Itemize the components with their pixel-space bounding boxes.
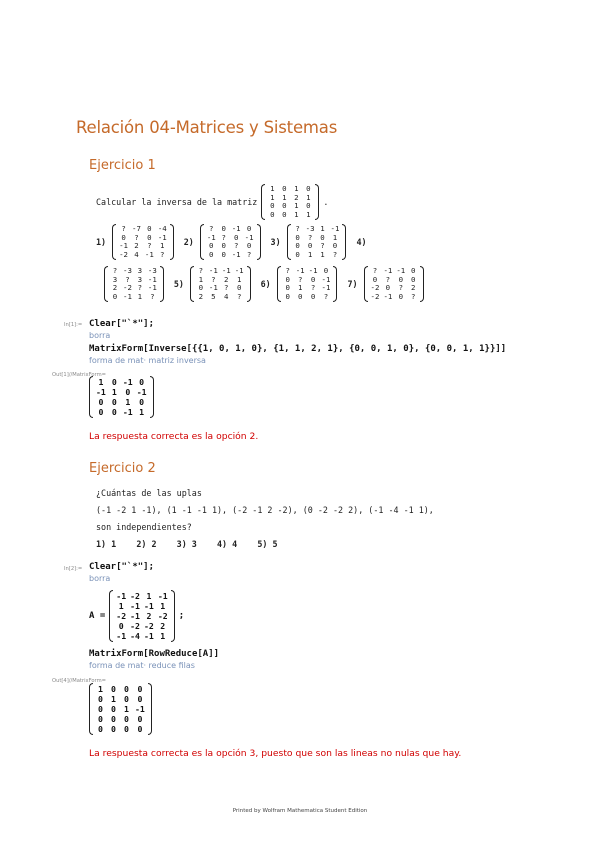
matrix-cell: ? bbox=[385, 274, 391, 284]
matrix-cell: -4 bbox=[157, 224, 167, 233]
matrix-cell: 1 bbox=[294, 209, 299, 219]
option-4-matrix bbox=[104, 266, 164, 302]
matrix-cell: -1 bbox=[383, 266, 393, 275]
matrix-cell: ? bbox=[160, 249, 165, 259]
matrix-cell: -1 bbox=[330, 224, 340, 233]
matrix-cell: -1 bbox=[144, 249, 154, 259]
ex2-code-rowreduce[interactable]: MatrixForm[RowReduce[A]] bbox=[89, 649, 220, 659]
matrix-cell: 0 bbox=[282, 184, 287, 193]
option-1-label: 1) bbox=[96, 237, 107, 248]
matrix-cell: -3 bbox=[305, 224, 315, 233]
matrix-cell: ? bbox=[310, 283, 316, 293]
matrix-cell: 0 bbox=[98, 397, 104, 407]
matrix-cell: 0 bbox=[310, 291, 316, 301]
matrix-cell: 0 bbox=[209, 249, 214, 259]
matrix-cell: 1 bbox=[118, 601, 124, 611]
matrix-cell: 0 bbox=[111, 377, 117, 387]
ex1-given-matrix bbox=[261, 184, 319, 220]
matrix-cell: -1 bbox=[308, 266, 318, 275]
matrix-cell: 0 bbox=[285, 274, 290, 284]
matrix-cell: ? bbox=[224, 283, 229, 293]
matrix-cell: 0 bbox=[98, 704, 103, 714]
matrix-cell: 0 bbox=[124, 684, 129, 694]
matrix-cell: -2 bbox=[370, 283, 380, 293]
matrix-grid bbox=[114, 591, 169, 641]
matrix-cell: 0 bbox=[295, 249, 300, 259]
ex2-in-label: In[2]:= bbox=[64, 566, 83, 572]
option-5-label: 5) bbox=[173, 279, 184, 290]
matrix-row bbox=[114, 601, 169, 611]
matrix-grid bbox=[205, 225, 256, 259]
matrix-left-bracket bbox=[190, 266, 194, 302]
ex1-hint-clear: borra bbox=[89, 331, 111, 340]
matrix-cell: -1 bbox=[231, 249, 241, 259]
matrix-grid bbox=[117, 225, 169, 259]
matrix-right-bracket bbox=[333, 266, 337, 302]
matrix-cell: 0 bbox=[221, 224, 226, 233]
matrix-cell: 0 bbox=[121, 232, 126, 242]
matrix-cell: 1 bbox=[332, 232, 338, 242]
matrix-left-bracket bbox=[364, 266, 368, 302]
matrix-cell: 0 bbox=[411, 266, 416, 275]
ex1-code-clear[interactable]: Clear["`*"]; bbox=[89, 319, 155, 329]
matrix-cell: 5 bbox=[211, 291, 216, 301]
matrix-cell: 1 bbox=[294, 201, 299, 211]
matrix-left-bracket bbox=[261, 184, 265, 220]
matrix-cell: ? bbox=[150, 291, 155, 301]
ex2-question-line1: ¿Cuántas de las uplas bbox=[96, 488, 202, 498]
matrix-row bbox=[94, 724, 147, 734]
matrix-row bbox=[114, 631, 169, 641]
matrix-cell: ? bbox=[125, 274, 130, 284]
matrix-cell: -2 bbox=[116, 611, 127, 621]
matrix-cell: -1 bbox=[119, 241, 128, 251]
matrix-cell: -2 bbox=[119, 249, 128, 259]
matrix-cell: 0 bbox=[124, 694, 129, 704]
matrix-cell: 0 bbox=[246, 241, 252, 251]
matrix-cell: 0 bbox=[295, 241, 300, 251]
matrix-row bbox=[292, 251, 342, 260]
ex1-answer: La respuesta correcta es la opción 2. bbox=[89, 431, 259, 442]
matrix-cell: 0 bbox=[137, 684, 143, 694]
matrix-cell: ? bbox=[332, 249, 338, 259]
matrix-cell: -1 bbox=[135, 704, 145, 714]
matrix-cell: ? bbox=[285, 266, 290, 275]
matrix-cell: 0 bbox=[306, 184, 311, 193]
matrix-cell: ? bbox=[211, 274, 216, 284]
matrix-cell: ? bbox=[147, 241, 152, 251]
matrix-right-bracket bbox=[150, 376, 154, 418]
matrix-cell: 0 bbox=[137, 694, 143, 704]
matrix-cell: 1 bbox=[236, 274, 242, 284]
matrix-cell: 1 bbox=[160, 241, 165, 251]
matrix-cell: ? bbox=[297, 274, 303, 284]
ex2-result-matrix bbox=[89, 683, 152, 735]
footer: Printed by Wolfram Mathematica Student Edition bbox=[232, 808, 368, 814]
matrix-cell: -1 bbox=[116, 631, 127, 641]
ex2-assign-end: ; bbox=[178, 611, 185, 621]
matrix-cell: 0 bbox=[307, 241, 313, 251]
matrix-cell: 0 bbox=[411, 274, 416, 284]
ex2-result bbox=[89, 683, 152, 739]
matrix-cell: 0 bbox=[310, 274, 316, 284]
matrix-cell: -7 bbox=[132, 224, 141, 233]
ex1-options-row1 bbox=[96, 224, 367, 260]
matrix-cell: 0 bbox=[209, 241, 214, 251]
matrix-cell: ? bbox=[198, 266, 204, 275]
ex1-hint-inverse: forma de mat· matriz inversa bbox=[89, 356, 206, 365]
ex2-matrix-A bbox=[109, 590, 174, 642]
matrix-cell: 0 bbox=[297, 291, 303, 301]
option-2-label: 2) bbox=[183, 237, 194, 248]
matrix-row bbox=[117, 251, 169, 260]
ex1-statement bbox=[96, 184, 328, 220]
matrix-cell: 0 bbox=[285, 283, 290, 293]
matrix-cell: 2 bbox=[160, 621, 166, 631]
matrix-cell: ? bbox=[121, 224, 126, 233]
matrix-cell: 0 bbox=[124, 724, 129, 734]
matrix-left-bracket bbox=[104, 266, 108, 302]
option-3-label: 3) bbox=[270, 237, 281, 248]
matrix-row bbox=[94, 397, 149, 407]
matrix-row bbox=[94, 714, 147, 724]
matrix-cell: -1 bbox=[96, 387, 106, 397]
matrix-cell: -1 bbox=[221, 266, 231, 275]
matrix-cell: 0 bbox=[137, 714, 143, 724]
matrix-cell: 0 bbox=[398, 274, 404, 284]
matrix-cell: -1 bbox=[234, 266, 244, 275]
matrix-cell: -3 bbox=[123, 266, 132, 275]
matrix-row bbox=[205, 251, 256, 260]
matrix-right-bracket bbox=[148, 683, 152, 735]
ex2-options: 1) 1 2) 2 3) 3 4) 4 5) 5 bbox=[96, 539, 278, 549]
matrix-cell: 0 bbox=[125, 387, 131, 397]
matrix-cell: 0 bbox=[198, 283, 204, 293]
matrix-row bbox=[94, 694, 147, 704]
matrix-cell: 0 bbox=[372, 274, 378, 284]
matrix-cell: ? bbox=[372, 266, 378, 275]
ex2-assign-label: A = bbox=[89, 611, 106, 621]
matrix-cell: ? bbox=[320, 241, 325, 251]
matrix-left-bracket bbox=[89, 683, 93, 735]
matrix-row bbox=[114, 611, 169, 621]
matrix-row bbox=[94, 407, 149, 417]
ex1-out-label: Out[1]//MatrixForm= bbox=[52, 372, 106, 378]
matrix-cell: 0 bbox=[111, 714, 116, 724]
option-3-matrix bbox=[287, 224, 347, 260]
matrix-cell: 0 bbox=[246, 224, 252, 233]
ex2-code-clear[interactable]: Clear["`*"]; bbox=[89, 562, 155, 572]
matrix-row bbox=[369, 293, 420, 302]
matrix-cell: 1 bbox=[306, 192, 311, 202]
matrix-cell: -1 bbox=[295, 266, 305, 275]
matrix-cell: ? bbox=[209, 224, 214, 233]
matrix-cell: 0 bbox=[270, 201, 275, 211]
matrix-cell: 4 bbox=[134, 249, 139, 259]
matrix-cell: ? bbox=[134, 232, 139, 242]
matrix-cell: ? bbox=[411, 291, 416, 301]
matrix-cell: -1 bbox=[157, 232, 167, 242]
matrix-cell: 0 bbox=[385, 283, 391, 293]
matrix-cell: 0 bbox=[139, 377, 145, 387]
matrix-cell: 0 bbox=[111, 407, 117, 417]
matrix-cell: 1 bbox=[198, 274, 204, 284]
matrix-cell: 1 bbox=[270, 184, 275, 193]
matrix-cell: ? bbox=[112, 266, 118, 275]
matrix-cell: -2 bbox=[370, 291, 380, 301]
matrix-cell: 0 bbox=[118, 621, 124, 631]
matrix-row bbox=[94, 377, 149, 387]
matrix-row bbox=[94, 704, 147, 714]
option-6-matrix bbox=[277, 266, 338, 302]
matrix-right-bracket bbox=[247, 266, 251, 302]
matrix-cell: 0 bbox=[221, 241, 226, 251]
matrix-cell: -1 bbox=[136, 387, 147, 397]
matrix-cell: 0 bbox=[270, 209, 275, 219]
matrix-cell: -1 bbox=[130, 611, 140, 621]
matrix-cell: ? bbox=[246, 249, 252, 259]
matrix-left-bracket bbox=[277, 266, 281, 302]
matrix-cell: 4 bbox=[224, 291, 229, 301]
ex1-options-row2 bbox=[104, 266, 424, 302]
matrix-cell: 1 bbox=[282, 192, 287, 202]
matrix-cell: 1 bbox=[320, 224, 325, 233]
matrix-cell: 0 bbox=[111, 724, 116, 734]
matrix-cell: 0 bbox=[236, 283, 242, 293]
matrix-right-bracket bbox=[420, 266, 424, 302]
matrix-cell: ? bbox=[221, 232, 226, 242]
matrix-cell: 1 bbox=[125, 397, 131, 407]
matrix-cell: 0 bbox=[112, 291, 118, 301]
matrix-cell: 1 bbox=[294, 184, 299, 193]
matrix-cell: 0 bbox=[98, 407, 104, 417]
matrix-cell: ? bbox=[236, 291, 242, 301]
matrix-cell: 1 bbox=[160, 601, 166, 611]
matrix-cell: 0 bbox=[147, 232, 152, 242]
matrix-left-bracket bbox=[109, 590, 113, 642]
matrix-row bbox=[114, 591, 169, 601]
matrix-cell: 1 bbox=[98, 684, 103, 694]
matrix-cell: 1 bbox=[270, 192, 275, 202]
matrix-cell: 0 bbox=[306, 201, 311, 211]
matrix-left-bracket bbox=[200, 224, 204, 260]
matrix-cell: -2 bbox=[123, 283, 132, 293]
matrix-cell: -1 bbox=[383, 291, 393, 301]
matrix-cell: -1 bbox=[321, 274, 331, 284]
matrix-row bbox=[114, 621, 169, 631]
matrix-cell: 1 bbox=[307, 249, 313, 259]
matrix-cell: 2 bbox=[411, 283, 416, 293]
matrix-cell: 0 bbox=[111, 704, 116, 714]
matrix-row bbox=[109, 293, 159, 302]
matrix-cell: ? bbox=[307, 232, 313, 242]
matrix-cell: 2 bbox=[134, 241, 139, 251]
matrix-cell: -1 bbox=[396, 266, 406, 275]
matrix-cell: 1 bbox=[297, 283, 303, 293]
matrix-cell: 1 bbox=[111, 694, 116, 704]
matrix-cell: 0 bbox=[111, 684, 116, 694]
matrix-cell: -3 bbox=[147, 266, 157, 275]
matrix-cell: ? bbox=[398, 283, 404, 293]
matrix-cell: ? bbox=[295, 224, 300, 233]
matrix-right-bracket bbox=[170, 224, 174, 260]
matrix-cell: -1 bbox=[208, 283, 218, 293]
matrix-grid bbox=[282, 267, 333, 301]
matrix-cell: 3 bbox=[137, 274, 143, 284]
matrix-cell: 1 bbox=[111, 387, 117, 397]
matrix-cell: -4 bbox=[130, 631, 140, 641]
matrix-cell: 0 bbox=[111, 397, 117, 407]
matrix-cell: 2 bbox=[198, 291, 204, 301]
matrix-right-bracket bbox=[342, 224, 346, 260]
matrix-cell: -1 bbox=[130, 601, 140, 611]
matrix-cell: 2 bbox=[146, 611, 152, 621]
matrix-cell: -1 bbox=[231, 224, 241, 233]
ex1-statement-end: . bbox=[323, 197, 329, 208]
matrix-row bbox=[195, 293, 246, 302]
matrix-cell: 0 bbox=[323, 266, 329, 275]
ex2-question-line2: (-1 -2 1 -1), (1 -1 -1 1), (-2 -1 2 -2), (0 -2 -2 2), (-1 -4 -1 1), bbox=[96, 505, 434, 515]
ex2-out-label: Out[4]//MatrixForm= bbox=[52, 678, 106, 684]
matrix-grid bbox=[94, 377, 149, 417]
matrix-cell: 0 bbox=[98, 714, 103, 724]
matrix-cell: 0 bbox=[295, 232, 300, 242]
matrix-cell: -2 bbox=[130, 621, 140, 631]
matrix-left-bracket bbox=[112, 224, 116, 260]
matrix-cell: 1 bbox=[320, 249, 325, 259]
matrix-cell: 1 bbox=[98, 377, 104, 387]
ex2-hint-clear: borra bbox=[89, 574, 111, 583]
matrix-cell: 0 bbox=[98, 694, 103, 704]
matrix-right-bracket bbox=[160, 266, 164, 302]
matrix-cell: 3 bbox=[137, 266, 143, 275]
matrix-cell: 0 bbox=[221, 249, 226, 259]
matrix-right-bracket bbox=[171, 590, 175, 642]
option-4-label: 4) bbox=[356, 237, 367, 248]
matrix-cell: -1 bbox=[157, 591, 168, 601]
ex2-heading: Ejercicio 2 bbox=[89, 461, 156, 476]
matrix-cell: 1 bbox=[160, 631, 166, 641]
ex1-statement-text: Calcular la inversa de la matriz bbox=[96, 197, 258, 208]
matrix-cell: -1 bbox=[122, 377, 133, 387]
matrix-cell: 0 bbox=[398, 291, 404, 301]
ex2-question-line3: son independientes? bbox=[96, 522, 192, 532]
ex2-assign[interactable] bbox=[89, 590, 184, 642]
matrix-cell: 0 bbox=[282, 201, 287, 211]
matrix-cell: ? bbox=[137, 283, 143, 293]
matrix-cell: -1 bbox=[147, 283, 157, 293]
matrix-row bbox=[94, 684, 147, 694]
ex2-answer: La respuesta correcta es la opción 3, puesto que son las lineas no nulas que hay. bbox=[89, 748, 462, 759]
matrix-cell: -1 bbox=[321, 283, 331, 293]
matrix-grid bbox=[369, 267, 420, 301]
ex1-code-inverse[interactable]: MatrixForm[Inverse[{{1, 0, 1, 0}, {1, 1, 2, 1}, {0, 0, 1, 0}, {0, 0, 1, 1}}]] bbox=[89, 344, 507, 354]
matrix-cell: 1 bbox=[137, 291, 143, 301]
matrix-cell: 0 bbox=[139, 397, 145, 407]
matrix-cell: ? bbox=[233, 241, 239, 251]
matrix-cell: -1 bbox=[143, 601, 154, 611]
option-7-label: 7) bbox=[347, 279, 358, 290]
matrix-row bbox=[282, 293, 333, 302]
matrix-cell: -1 bbox=[208, 266, 218, 275]
matrix-cell: 0 bbox=[233, 232, 239, 242]
matrix-grid bbox=[94, 684, 147, 734]
option-6-label: 6) bbox=[260, 279, 271, 290]
matrix-cell: -1 bbox=[147, 274, 157, 284]
matrix-cell: -1 bbox=[123, 291, 132, 301]
matrix-cell: 2 bbox=[294, 192, 299, 202]
matrix-cell: 1 bbox=[306, 209, 311, 219]
matrix-cell: 2 bbox=[112, 283, 118, 293]
matrix-cell: 3 bbox=[112, 274, 118, 284]
matrix-cell: -2 bbox=[157, 611, 168, 621]
matrix-cell: 0 bbox=[285, 291, 290, 301]
page-title: Relación 04-Matrices y Sistemas bbox=[76, 118, 338, 137]
matrix-left-bracket bbox=[287, 224, 291, 260]
matrix-grid bbox=[109, 267, 159, 301]
matrix-cell: 0 bbox=[98, 724, 103, 734]
option-7-matrix bbox=[364, 266, 425, 302]
matrix-grid bbox=[292, 225, 342, 259]
matrix-right-bracket bbox=[315, 184, 319, 220]
matrix-cell: 0 bbox=[282, 209, 287, 219]
matrix-cell: -1 bbox=[122, 407, 133, 417]
option-2-matrix bbox=[200, 224, 261, 260]
matrix-left-bracket bbox=[89, 376, 93, 418]
matrix-cell: 0 bbox=[332, 241, 338, 251]
matrix-row bbox=[94, 387, 149, 397]
ex2-hint-rowreduce: forma de mat· reduce filas bbox=[89, 661, 195, 670]
matrix-cell: 1 bbox=[146, 591, 152, 601]
matrix-cell: 1 bbox=[124, 704, 129, 714]
matrix-cell: 0 bbox=[320, 232, 325, 242]
matrix-cell: 0 bbox=[124, 714, 129, 724]
matrix-cell: ? bbox=[323, 291, 329, 301]
option-1-matrix bbox=[112, 224, 174, 260]
matrix-cell: -1 bbox=[244, 232, 254, 242]
matrix-cell: -1 bbox=[143, 631, 154, 641]
matrix-grid bbox=[195, 267, 246, 301]
option-5-matrix bbox=[190, 266, 251, 302]
matrix-cell: 0 bbox=[137, 724, 143, 734]
ex1-heading: Ejercicio 1 bbox=[89, 158, 156, 173]
matrix-cell: -1 bbox=[206, 232, 216, 242]
matrix-cell: -2 bbox=[130, 591, 140, 601]
matrix-cell: 0 bbox=[147, 224, 152, 233]
matrix-grid bbox=[266, 185, 314, 219]
matrix-row bbox=[266, 211, 314, 220]
matrix-cell: -2 bbox=[143, 621, 154, 631]
matrix-cell: 2 bbox=[224, 274, 229, 284]
matrix-cell: -1 bbox=[116, 591, 127, 601]
ex1-result bbox=[89, 376, 154, 422]
matrix-cell: 1 bbox=[139, 407, 145, 417]
ex1-result-matrix bbox=[89, 376, 154, 418]
matrix-right-bracket bbox=[257, 224, 261, 260]
ex1-in-label: In[1]:= bbox=[64, 322, 83, 328]
